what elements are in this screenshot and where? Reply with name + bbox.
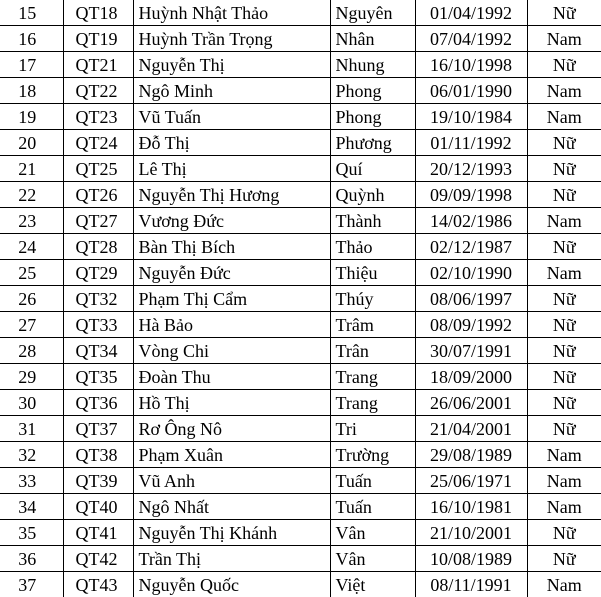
gender-cell: Nữ (527, 182, 601, 208)
row-number-cell: 32 (0, 442, 63, 468)
row-number-cell: 20 (0, 130, 63, 156)
date-of-birth-cell: 14/02/1986 (415, 208, 527, 234)
given-name-cell: Thiệu (330, 260, 415, 286)
gender-cell: Nữ (527, 52, 601, 78)
family-middle-name-cell: Đỗ Thị (133, 130, 330, 156)
student-code-cell: QT37 (63, 416, 133, 442)
family-middle-name-cell: Nguyễn Thị (133, 52, 330, 78)
row-number-cell: 27 (0, 312, 63, 338)
family-middle-name-cell: Phạm Xuân (133, 442, 330, 468)
gender-cell: Nữ (527, 390, 601, 416)
student-code-cell: QT35 (63, 364, 133, 390)
table-row (0, 364, 601, 390)
row-number-cell: 31 (0, 416, 63, 442)
table-row (0, 468, 601, 494)
table-row (0, 208, 601, 234)
given-name-cell: Nhân (330, 26, 415, 52)
date-of-birth-cell: 06/01/1990 (415, 78, 527, 104)
date-of-birth-cell: 21/10/2001 (415, 520, 527, 546)
table-row (0, 78, 601, 104)
table-row (0, 494, 601, 520)
row-number-cell: 34 (0, 494, 63, 520)
table-row (0, 312, 601, 338)
student-code-cell: QT18 (63, 0, 133, 26)
gender-cell: Nữ (527, 286, 601, 312)
given-name-cell: Thảo (330, 234, 415, 260)
row-number-cell: 18 (0, 78, 63, 104)
family-middle-name-cell: Ngô Minh (133, 78, 330, 104)
row-number-cell: 26 (0, 286, 63, 312)
family-middle-name-cell: Huỳnh Trần Trọng (133, 26, 330, 52)
student-code-cell: QT27 (63, 208, 133, 234)
given-name-cell: Nguyên (330, 0, 415, 26)
gender-cell: Nữ (527, 234, 601, 260)
given-name-cell: Quỳnh (330, 182, 415, 208)
student-code-cell: QT25 (63, 156, 133, 182)
gender-cell: Nữ (527, 0, 601, 26)
student-code-cell: QT43 (63, 572, 133, 597)
family-middle-name-cell: Trần Thị (133, 546, 330, 572)
gender-cell: Nam (527, 26, 601, 52)
table-row (0, 416, 601, 442)
student-code-cell: QT41 (63, 520, 133, 546)
table-row (0, 260, 601, 286)
student-code-cell: QT34 (63, 338, 133, 364)
table-row (0, 104, 601, 130)
given-name-cell: Trâm (330, 312, 415, 338)
date-of-birth-cell: 07/04/1992 (415, 26, 527, 52)
family-middle-name-cell: Vòng Chi (133, 338, 330, 364)
given-name-cell: Tuấn (330, 468, 415, 494)
gender-cell: Nam (527, 208, 601, 234)
date-of-birth-cell: 02/10/1990 (415, 260, 527, 286)
date-of-birth-cell: 26/06/2001 (415, 390, 527, 416)
date-of-birth-cell: 16/10/1981 (415, 494, 527, 520)
student-code-cell: QT40 (63, 494, 133, 520)
family-middle-name-cell: Vương Đức (133, 208, 330, 234)
student-code-cell: QT38 (63, 442, 133, 468)
student-code-cell: QT29 (63, 260, 133, 286)
gender-cell: Nam (527, 572, 601, 597)
family-middle-name-cell: Lê Thị (133, 156, 330, 182)
table-row (0, 52, 601, 78)
row-number-cell: 35 (0, 520, 63, 546)
student-code-cell: QT28 (63, 234, 133, 260)
row-number-cell: 37 (0, 572, 63, 597)
family-middle-name-cell: Bàn Thị Bích (133, 234, 330, 260)
gender-cell: Nữ (527, 520, 601, 546)
gender-cell: Nam (527, 442, 601, 468)
date-of-birth-cell: 25/06/1971 (415, 468, 527, 494)
gender-cell: Nữ (527, 156, 601, 182)
given-name-cell: Phong (330, 104, 415, 130)
given-name-cell: Trân (330, 338, 415, 364)
date-of-birth-cell: 21/04/2001 (415, 416, 527, 442)
given-name-cell: Phong (330, 78, 415, 104)
family-middle-name-cell: Nguyễn Thị Hương (133, 182, 330, 208)
row-number-cell: 24 (0, 234, 63, 260)
row-number-cell: 30 (0, 390, 63, 416)
given-name-cell: Tuấn (330, 494, 415, 520)
family-middle-name-cell: Nguyễn Đức (133, 260, 330, 286)
table-row (0, 286, 601, 312)
table-row (0, 338, 601, 364)
given-name-cell: Vân (330, 546, 415, 572)
student-code-cell: QT23 (63, 104, 133, 130)
row-number-cell: 29 (0, 364, 63, 390)
family-middle-name-cell: Hồ Thị (133, 390, 330, 416)
date-of-birth-cell: 10/08/1989 (415, 546, 527, 572)
given-name-cell: Trang (330, 364, 415, 390)
date-of-birth-cell: 01/04/1992 (415, 0, 527, 26)
family-middle-name-cell: Vũ Anh (133, 468, 330, 494)
date-of-birth-cell: 08/11/1991 (415, 572, 527, 597)
date-of-birth-cell: 08/06/1997 (415, 286, 527, 312)
given-name-cell: Việt (330, 572, 415, 597)
table-row (0, 572, 601, 597)
row-number-cell: 16 (0, 26, 63, 52)
table-row (0, 156, 601, 182)
table-row (0, 182, 601, 208)
row-number-cell: 19 (0, 104, 63, 130)
family-middle-name-cell: Phạm Thị Cẩm (133, 286, 330, 312)
date-of-birth-cell: 30/07/1991 (415, 338, 527, 364)
student-code-cell: QT19 (63, 26, 133, 52)
student-code-cell: QT33 (63, 312, 133, 338)
student-code-cell: QT22 (63, 78, 133, 104)
given-name-cell: Tri (330, 416, 415, 442)
gender-cell: Nam (527, 468, 601, 494)
family-middle-name-cell: Huỳnh Nhật Thảo (133, 0, 330, 26)
gender-cell: Nam (527, 494, 601, 520)
family-middle-name-cell: Vũ Tuấn (133, 104, 330, 130)
gender-cell: Nữ (527, 338, 601, 364)
table-row (0, 130, 601, 156)
row-number-cell: 21 (0, 156, 63, 182)
student-code-cell: QT39 (63, 468, 133, 494)
family-middle-name-cell: Rơ Ông Nô (133, 416, 330, 442)
student-code-cell: QT42 (63, 546, 133, 572)
date-of-birth-cell: 02/12/1987 (415, 234, 527, 260)
gender-cell: Nam (527, 78, 601, 104)
given-name-cell: Thúy (330, 286, 415, 312)
family-middle-name-cell: Ngô Nhất (133, 494, 330, 520)
given-name-cell: Vân (330, 520, 415, 546)
gender-cell: Nam (527, 104, 601, 130)
row-number-cell: 17 (0, 52, 63, 78)
row-number-cell: 28 (0, 338, 63, 364)
gender-cell: Nữ (527, 416, 601, 442)
family-middle-name-cell: Hà Bảo (133, 312, 330, 338)
student-code-cell: QT26 (63, 182, 133, 208)
family-middle-name-cell: Nguyễn Quốc (133, 572, 330, 597)
student-code-cell: QT24 (63, 130, 133, 156)
student-code-cell: QT32 (63, 286, 133, 312)
given-name-cell: Phương (330, 130, 415, 156)
table-row (0, 390, 601, 416)
row-number-cell: 22 (0, 182, 63, 208)
student-code-cell: QT36 (63, 390, 133, 416)
date-of-birth-cell: 01/11/1992 (415, 130, 527, 156)
given-name-cell: Nhung (330, 52, 415, 78)
gender-cell: Nữ (527, 364, 601, 390)
family-middle-name-cell: Đoàn Thu (133, 364, 330, 390)
date-of-birth-cell: 08/09/1992 (415, 312, 527, 338)
table-row (0, 234, 601, 260)
table-row (0, 520, 601, 546)
gender-cell: Nam (527, 260, 601, 286)
row-number-cell: 23 (0, 208, 63, 234)
family-middle-name-cell: Nguyễn Thị Khánh (133, 520, 330, 546)
table-row (0, 0, 601, 26)
given-name-cell: Trang (330, 390, 415, 416)
table-row (0, 26, 601, 52)
given-name-cell: Thành (330, 208, 415, 234)
date-of-birth-cell: 09/09/1998 (415, 182, 527, 208)
gender-cell: Nữ (527, 130, 601, 156)
table-row (0, 546, 601, 572)
gender-cell: Nữ (527, 312, 601, 338)
date-of-birth-cell: 20/12/1993 (415, 156, 527, 182)
given-name-cell: Quí (330, 156, 415, 182)
row-number-cell: 36 (0, 546, 63, 572)
row-number-cell: 25 (0, 260, 63, 286)
table-row (0, 442, 601, 468)
row-number-cell: 33 (0, 468, 63, 494)
date-of-birth-cell: 29/08/1989 (415, 442, 527, 468)
student-code-cell: QT21 (63, 52, 133, 78)
date-of-birth-cell: 18/09/2000 (415, 364, 527, 390)
date-of-birth-cell: 19/10/1984 (415, 104, 527, 130)
given-name-cell: Trường (330, 442, 415, 468)
gender-cell: Nữ (527, 546, 601, 572)
date-of-birth-cell: 16/10/1998 (415, 52, 527, 78)
row-number-cell: 15 (0, 0, 63, 26)
